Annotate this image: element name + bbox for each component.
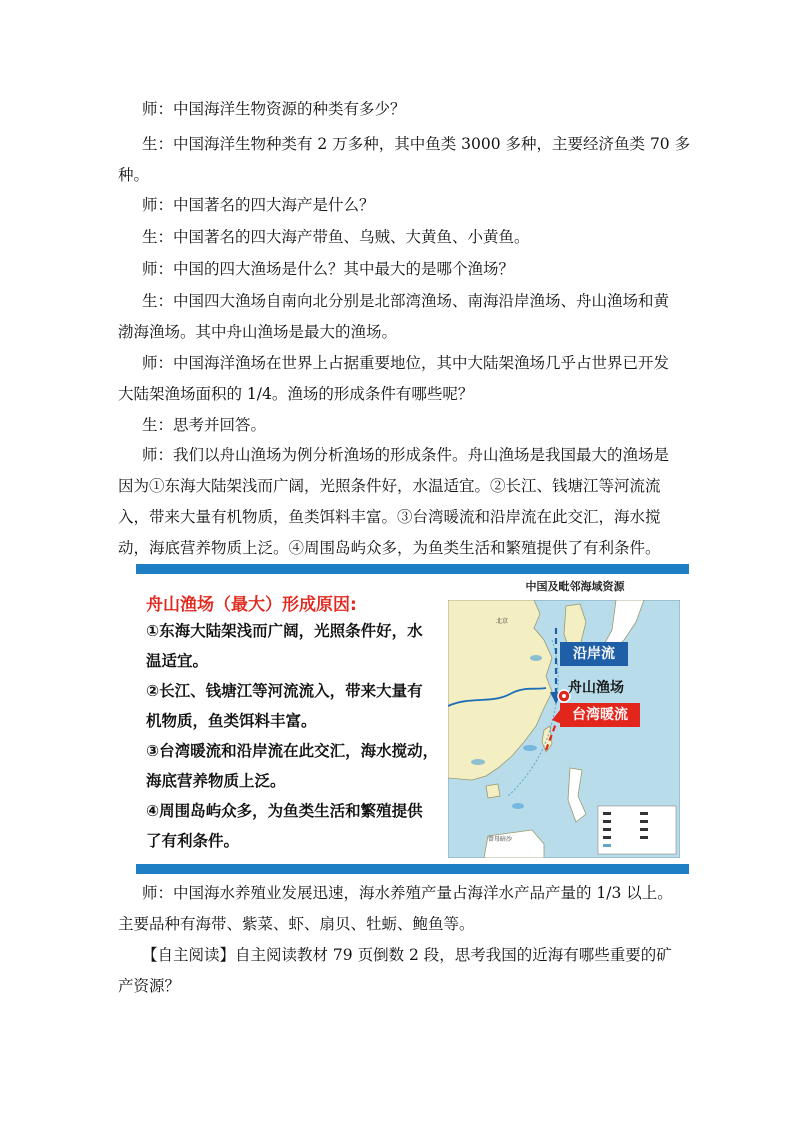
text-line: 生：中国著名的四大海产带鱼、乌贼、大黄鱼、小黄鱼。	[142, 228, 530, 246]
map-title: 中国及毗邻海域资源	[525, 580, 625, 593]
china-seas-map	[448, 600, 680, 858]
text-line: 动，海底营养物质上泛。④周围岛屿众多，为鱼类生活和繁殖提供了有利条件。	[118, 539, 661, 557]
paragraph-6	[118, 286, 680, 348]
slide-figure	[136, 564, 689, 874]
paragraph-10	[118, 878, 680, 940]
text-line: 因为①东海大陆架浅而广阔，光照条件好，水温适宜。②长江、钱塘江等河流流	[118, 477, 661, 495]
text-line: 渤海渔场。其中舟山渔场是最大的渔场。	[118, 323, 398, 341]
paragraph-8	[118, 410, 680, 441]
text-line: 生：中国四大渔场自南向北分别是北部湾渔场、南海沿岸渔场、舟山渔场和黄	[142, 292, 670, 310]
text-line: 产资源？	[118, 977, 181, 995]
zhoushan-fishery-label: 舟山渔场	[568, 680, 624, 696]
paragraph-7	[118, 348, 680, 410]
paragraph-4	[118, 222, 680, 253]
text-line: 师：中国海洋渔场在世界上占据重要地位，其中大陆架渔场几乎占世界已开发	[142, 354, 670, 372]
paragraph-11	[118, 940, 680, 1002]
text-line: 师：中国著名的四大海产是什么？	[142, 196, 375, 214]
reason-line: ①东海大陆架浅而广阔，光照条件好，水	[146, 622, 423, 640]
text-line: 师：中国海洋生物资源的种类有多少？	[142, 100, 406, 118]
paragraph-9	[118, 440, 680, 564]
reason-line: 机物质，鱼类饵料丰富。	[146, 712, 317, 730]
slide-top-bar	[136, 564, 689, 574]
text-line: 【自主阅读】自主阅读教材 79 页倒数 2 段，思考我国的近海有哪些重要的矿	[142, 946, 672, 964]
text-line: 种。	[118, 166, 150, 184]
reason-line: ④周围岛屿众多，为鱼类生活和繁殖提供	[146, 802, 423, 820]
taiwan-warm-current-label: 台湾暖流	[560, 703, 640, 727]
slide-title: 舟山渔场（最大）形成原因:	[146, 595, 357, 615]
slide-bottom-bar	[136, 864, 689, 874]
reason-line: 温适宜。	[146, 652, 209, 670]
text-line: 大陆架渔场面积的 1/4。渔场的形成条件有哪些呢？	[118, 385, 474, 403]
text-line: 生：思考并回答。	[142, 416, 267, 434]
map-note: 曾母暗沙	[488, 836, 513, 843]
paragraph-5	[118, 254, 680, 285]
text-line: 主要品种有海带、紫菜、虾、扇贝、牡蛎、鲍鱼等。	[118, 915, 475, 933]
text-line: 师：我们以舟山渔场为例分析渔场的形成条件。舟山渔场是我国最大的渔场是	[142, 446, 670, 464]
text-line: 入，带来大量有机物质，鱼类饵料丰富。③台湾暖流和沿岸流在此交汇，海水搅	[118, 508, 661, 526]
map-note: 北京	[496, 618, 509, 625]
paragraph-2	[118, 129, 691, 191]
reason-line: 了有利条件。	[146, 832, 240, 850]
paragraph-3	[118, 190, 680, 221]
text-line: 生：中国海洋生物种类有 2 万多种，其中鱼类 3000 多种，主要经济鱼类 70 多	[142, 135, 691, 153]
paragraph-1	[118, 94, 680, 125]
reason-line: ②长江、钱塘江等河流流入，带来大量有	[146, 682, 423, 700]
coastal-current-label: 沿岸流	[560, 642, 628, 666]
reason-line: 海底营养物质上泛。	[146, 772, 286, 790]
reason-line: ③台湾暖流和沿岸流在此交汇，海水搅动，	[146, 742, 439, 760]
text-line: 师：中国的四大渔场是什么？其中最大的是哪个渔场？	[142, 260, 515, 278]
text-line: 师：中国海水养殖业发展迅速，海水养殖产量占海洋水产品产量的 1/3 以上。	[142, 884, 673, 902]
